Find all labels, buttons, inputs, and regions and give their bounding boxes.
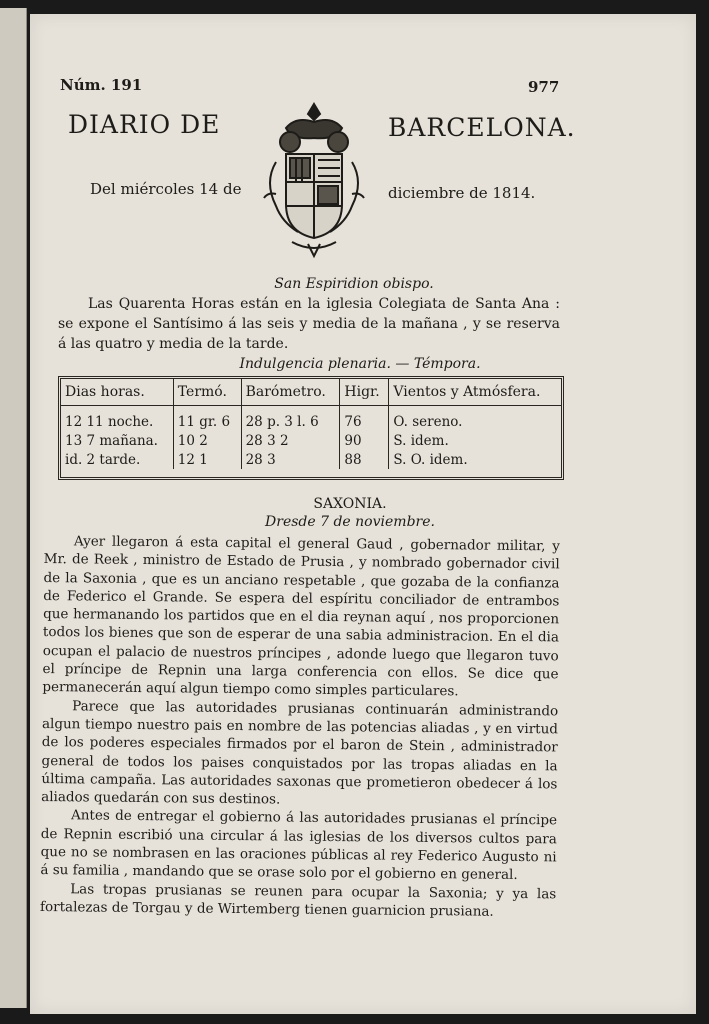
- forty-hours-announcement: Las Quarenta Horas están en la iglesia Colegiata de Santa Ana : se expone el Santísimo á las seis y media de la mañana , y se reserva á las quatro y media de la tarde.: [58, 296, 560, 352]
- weather-cell: 11 gr. 6: [173, 406, 241, 432]
- weather-cell: S. idem.: [393, 432, 449, 449]
- weather-cell: 28 3: [241, 450, 340, 469]
- weather-cell: 76: [340, 406, 389, 432]
- weather-col-winds: Vientos y Atmósfera.: [389, 379, 561, 406]
- newspaper-page: [30, 14, 696, 1014]
- weather-col-thermometer: Termó.: [173, 379, 241, 406]
- weather-cell: 12 1: [173, 450, 241, 469]
- weather-table-header: [61, 379, 561, 406]
- weather-cell: 10 2: [173, 431, 241, 450]
- weather-cell: 90: [340, 431, 389, 450]
- weather-cell: 28 3 2: [241, 431, 340, 450]
- article-paragraph: Parece que las autoridades prusianas continuarán administrando algun tiempo nuestro pais en nombre de las potencias aliadas , y en virtud de los poderes especiales firmados por el baron de Stein , administrador general de todos los paises conquistados por las tropas aliadas en la última campaña. Las autoridades saxonas que prometieron obedecer á los aliados quedarán con sus destinos.: [41, 697, 559, 808]
- weather-cell: 12 11 noche.: [61, 406, 173, 432]
- issue-date-right: diciembre de 1814.: [388, 184, 536, 202]
- weather-table: [58, 376, 564, 480]
- weather-cell: 28 p. 3 l. 6: [241, 406, 340, 432]
- table-row: [61, 450, 561, 469]
- weather-col-days: Dias horas.: [61, 379, 173, 406]
- article-dateline: Dresde 7 de noviembre.: [265, 514, 435, 530]
- issue-number: Núm. 191: [60, 76, 143, 94]
- section-heading: SAXONIA.: [313, 496, 387, 512]
- article-paragraph: Antes de entregar el gobierno á las autoridades prusianas el príncipe de Repnin escribió una circular á las iglesias de los diversos cultos para que no se nombrasen en las oraciones públicas al rey Federico Augusto ni á su familia , mandando que se orase solo por el gobierno en general.: [40, 807, 558, 884]
- weather-cell: 13 7 mañana.: [61, 431, 173, 450]
- article-body: [40, 532, 560, 922]
- indulgence-note: Indulgencia plenaria. — Témpora.: [239, 356, 481, 372]
- table-row: [61, 431, 561, 450]
- saint-of-the-day: San Espiridion obispo.: [274, 276, 434, 292]
- coat-of-arms-icon: [256, 98, 372, 258]
- weather-col-barometer: Barómetro.: [241, 379, 340, 406]
- weather-cell: id. 2 tarde.: [61, 450, 173, 469]
- masthead-title-right: BARCELONA.: [388, 113, 576, 142]
- weather-cell: S. O. idem.: [393, 451, 468, 468]
- weather-col-hygrometer: Higr.: [340, 379, 389, 406]
- issue-date-left: Del miércoles 14 de: [90, 180, 242, 198]
- table-row: [61, 406, 561, 432]
- article-paragraph: Las tropas prusianas se reunen para ocupar la Saxonia; y ya las fortalezas de Torgau y de Wirtemberg tienen guarnicion prusiana.: [39, 880, 557, 920]
- article-paragraph: Ayer llegaron á esta capital el general Gaud , gobernador militar, y Mr. de Reek , ministro de Estado de Prusia , y nombrado gobernador civil de la Saxonia , que es un anciano respetable , que gozaba de la confianza de Federico el Grande. Se espera del espíritu conciliador de entrambos que hermanando los partidos que en el dia reynan aquí , nos proporcionen todos los bienes que son de esperar de una sabia administracion. En el dia ocupan el palacio de nuestros príncipes , adonde luego que llegaron tuvo el príncipe de Repnin una larga conferencia con ellos. Se dice que permanecerán aquí algun tiempo como simples particulares.: [42, 533, 560, 700]
- page-number: 977: [528, 78, 560, 96]
- weather-cell: O. sereno.: [393, 413, 463, 430]
- weather-cell: 88: [340, 450, 389, 469]
- previous-page-edge: [0, 8, 27, 1008]
- masthead-title-left: DIARIO DE: [68, 110, 221, 139]
